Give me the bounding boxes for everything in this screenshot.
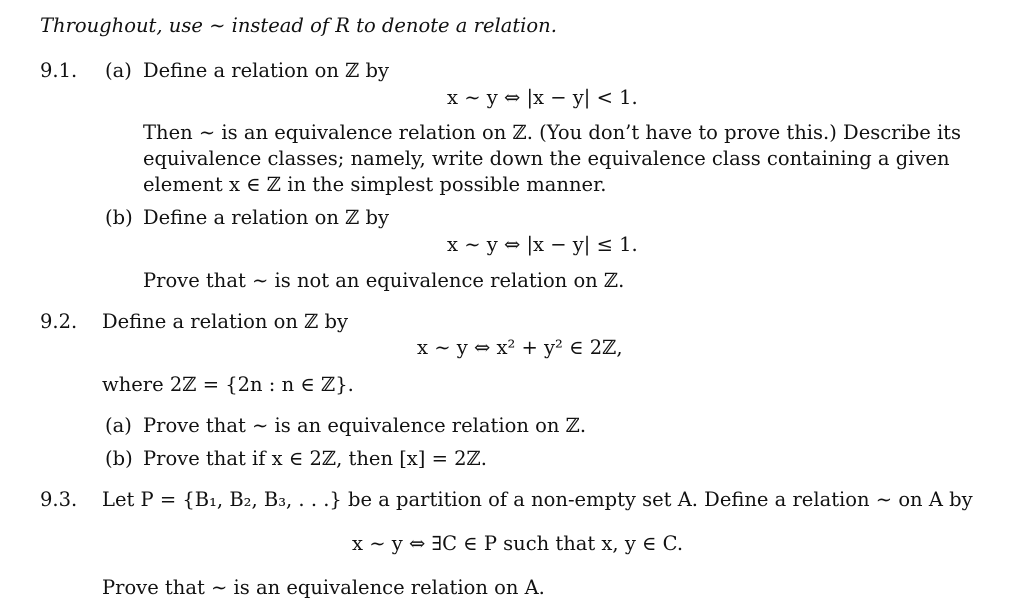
problem-9-2b-label: (b)	[105, 447, 133, 470]
problem-9-1a-equation: x ∼ y ⇔ |x − y| < 1.	[447, 86, 638, 109]
problem-9-3-conclusion: Prove that ∼ is an equivalence relation on A.	[102, 576, 545, 599]
problem-9-1-number: 9.1.	[40, 59, 78, 82]
intro-line: Throughout, use ∼ instead of R to denote a relation.	[40, 14, 557, 37]
problem-9-2a-label: (a)	[105, 414, 132, 437]
problem-9-3-number: 9.3.	[40, 488, 78, 511]
problem-9-2-where: where 2ℤ = {2n : n ∈ ℤ}.	[102, 373, 354, 396]
problem-9-2-equation: x ∼ y ⇔ x² + y² ∈ 2ℤ,	[417, 336, 623, 359]
problem-9-1a-body: Then ∼ is an equivalence relation on ℤ. (You don’t have to prove this.) Describe its equivalence classes; namely, write down the equivalence class containing a given element x ∈ ℤ in the simplest possible manner.	[143, 121, 962, 196]
problem-9-1a-label: (a)	[105, 59, 132, 82]
problem-9-1b-lead: Define a relation on ℤ by	[143, 206, 390, 229]
problem-9-1b-label: (b)	[105, 206, 133, 229]
problem-9-2a-text: Prove that ∼ is an equivalence relation on ℤ.	[143, 414, 587, 437]
problem-9-3-equation: x ∼ y ⇔ ∃C ∈ P such that x, y ∈ C.	[352, 532, 684, 555]
problem-9-1b-body: Prove that ∼ is not an equivalence relation on ℤ.	[143, 269, 625, 292]
problem-9-2-number: 9.2.	[40, 310, 78, 333]
problem-9-1a-lead: Define a relation on ℤ by	[143, 59, 390, 82]
problem-9-2b-text: Prove that if x ∈ 2ℤ, then [x] = 2ℤ.	[143, 447, 487, 470]
problem-9-2-lead: Define a relation on ℤ by	[102, 310, 349, 333]
problem-9-3-lead: Let P = {B₁, B₂, B₃, . . .} be a partition of a non-empty set A. Define a relation ∼ on A by	[102, 488, 973, 511]
problem-9-1b-equation: x ∼ y ⇔ |x − y| ≤ 1.	[447, 233, 638, 256]
